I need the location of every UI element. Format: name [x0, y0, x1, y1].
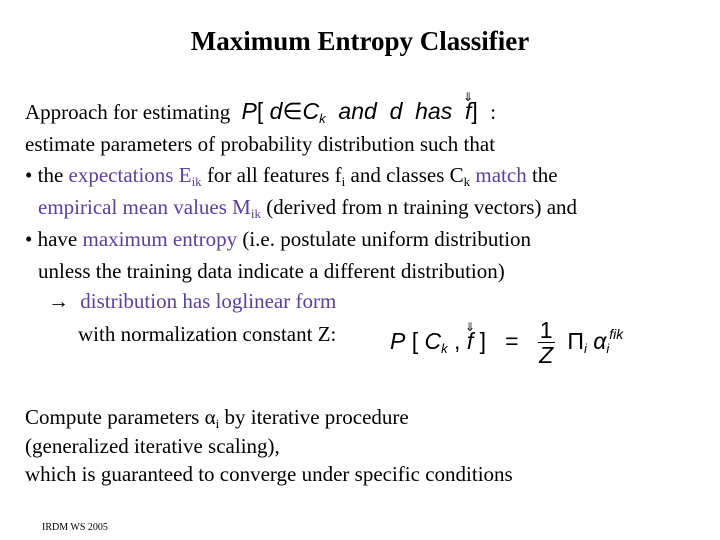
approach-line: Approach for estimating P[ $d\in C_k$ and d has ⇓ f] :	[25, 98, 496, 125]
arrow-right-icon: →	[48, 289, 69, 313]
loglinear-formula: P [ $C_k$ , ⇓ f ] = $\frac{1}{Z}$ $\Pi_i$ $\alpha_i^{fik}$	[390, 308, 623, 367]
converge-line: which is guaranteed to converge under specific conditions	[25, 462, 513, 486]
empirical-line: empirical mean values $M_{ik}$ (derived from n training vectors) and	[38, 195, 578, 221]
footer-label: IRDM WS 2005	[42, 522, 108, 533]
probability-expression: P[ $d\in C_k$ and d has ⇓ f]	[242, 98, 485, 124]
loglinear-line: → distribution has loglinear form	[48, 289, 337, 313]
feature-vector-f: ⇓ f	[465, 98, 471, 124]
vector-arrow-icon: ⇓	[464, 320, 476, 334]
unless-line: unless the training data indicate a different distribution)	[38, 259, 505, 283]
gis-line: (generalized iterative scaling),	[25, 434, 280, 458]
vector-arrow-icon: ⇓	[463, 90, 474, 104]
compute-line: Compute parameters $\alpha_i$ by iterative procedure	[25, 405, 409, 431]
bullet-expectations: • the expectations $E_{ik}$ for all features $f_i$ and classes $C_k$ match the	[25, 163, 558, 189]
slide-title: Maximum Entropy Classifier	[190, 26, 530, 56]
normalization-line: with normalization constant Z:	[78, 322, 337, 346]
estimate-line: estimate parameters of probability distribution such that	[25, 132, 496, 156]
fraction-one-over-z: $\frac{1}{Z}$	[539, 317, 554, 369]
bullet-entropy: • have maximum entropy (i.e. postulate uniform distribution	[25, 227, 532, 251]
